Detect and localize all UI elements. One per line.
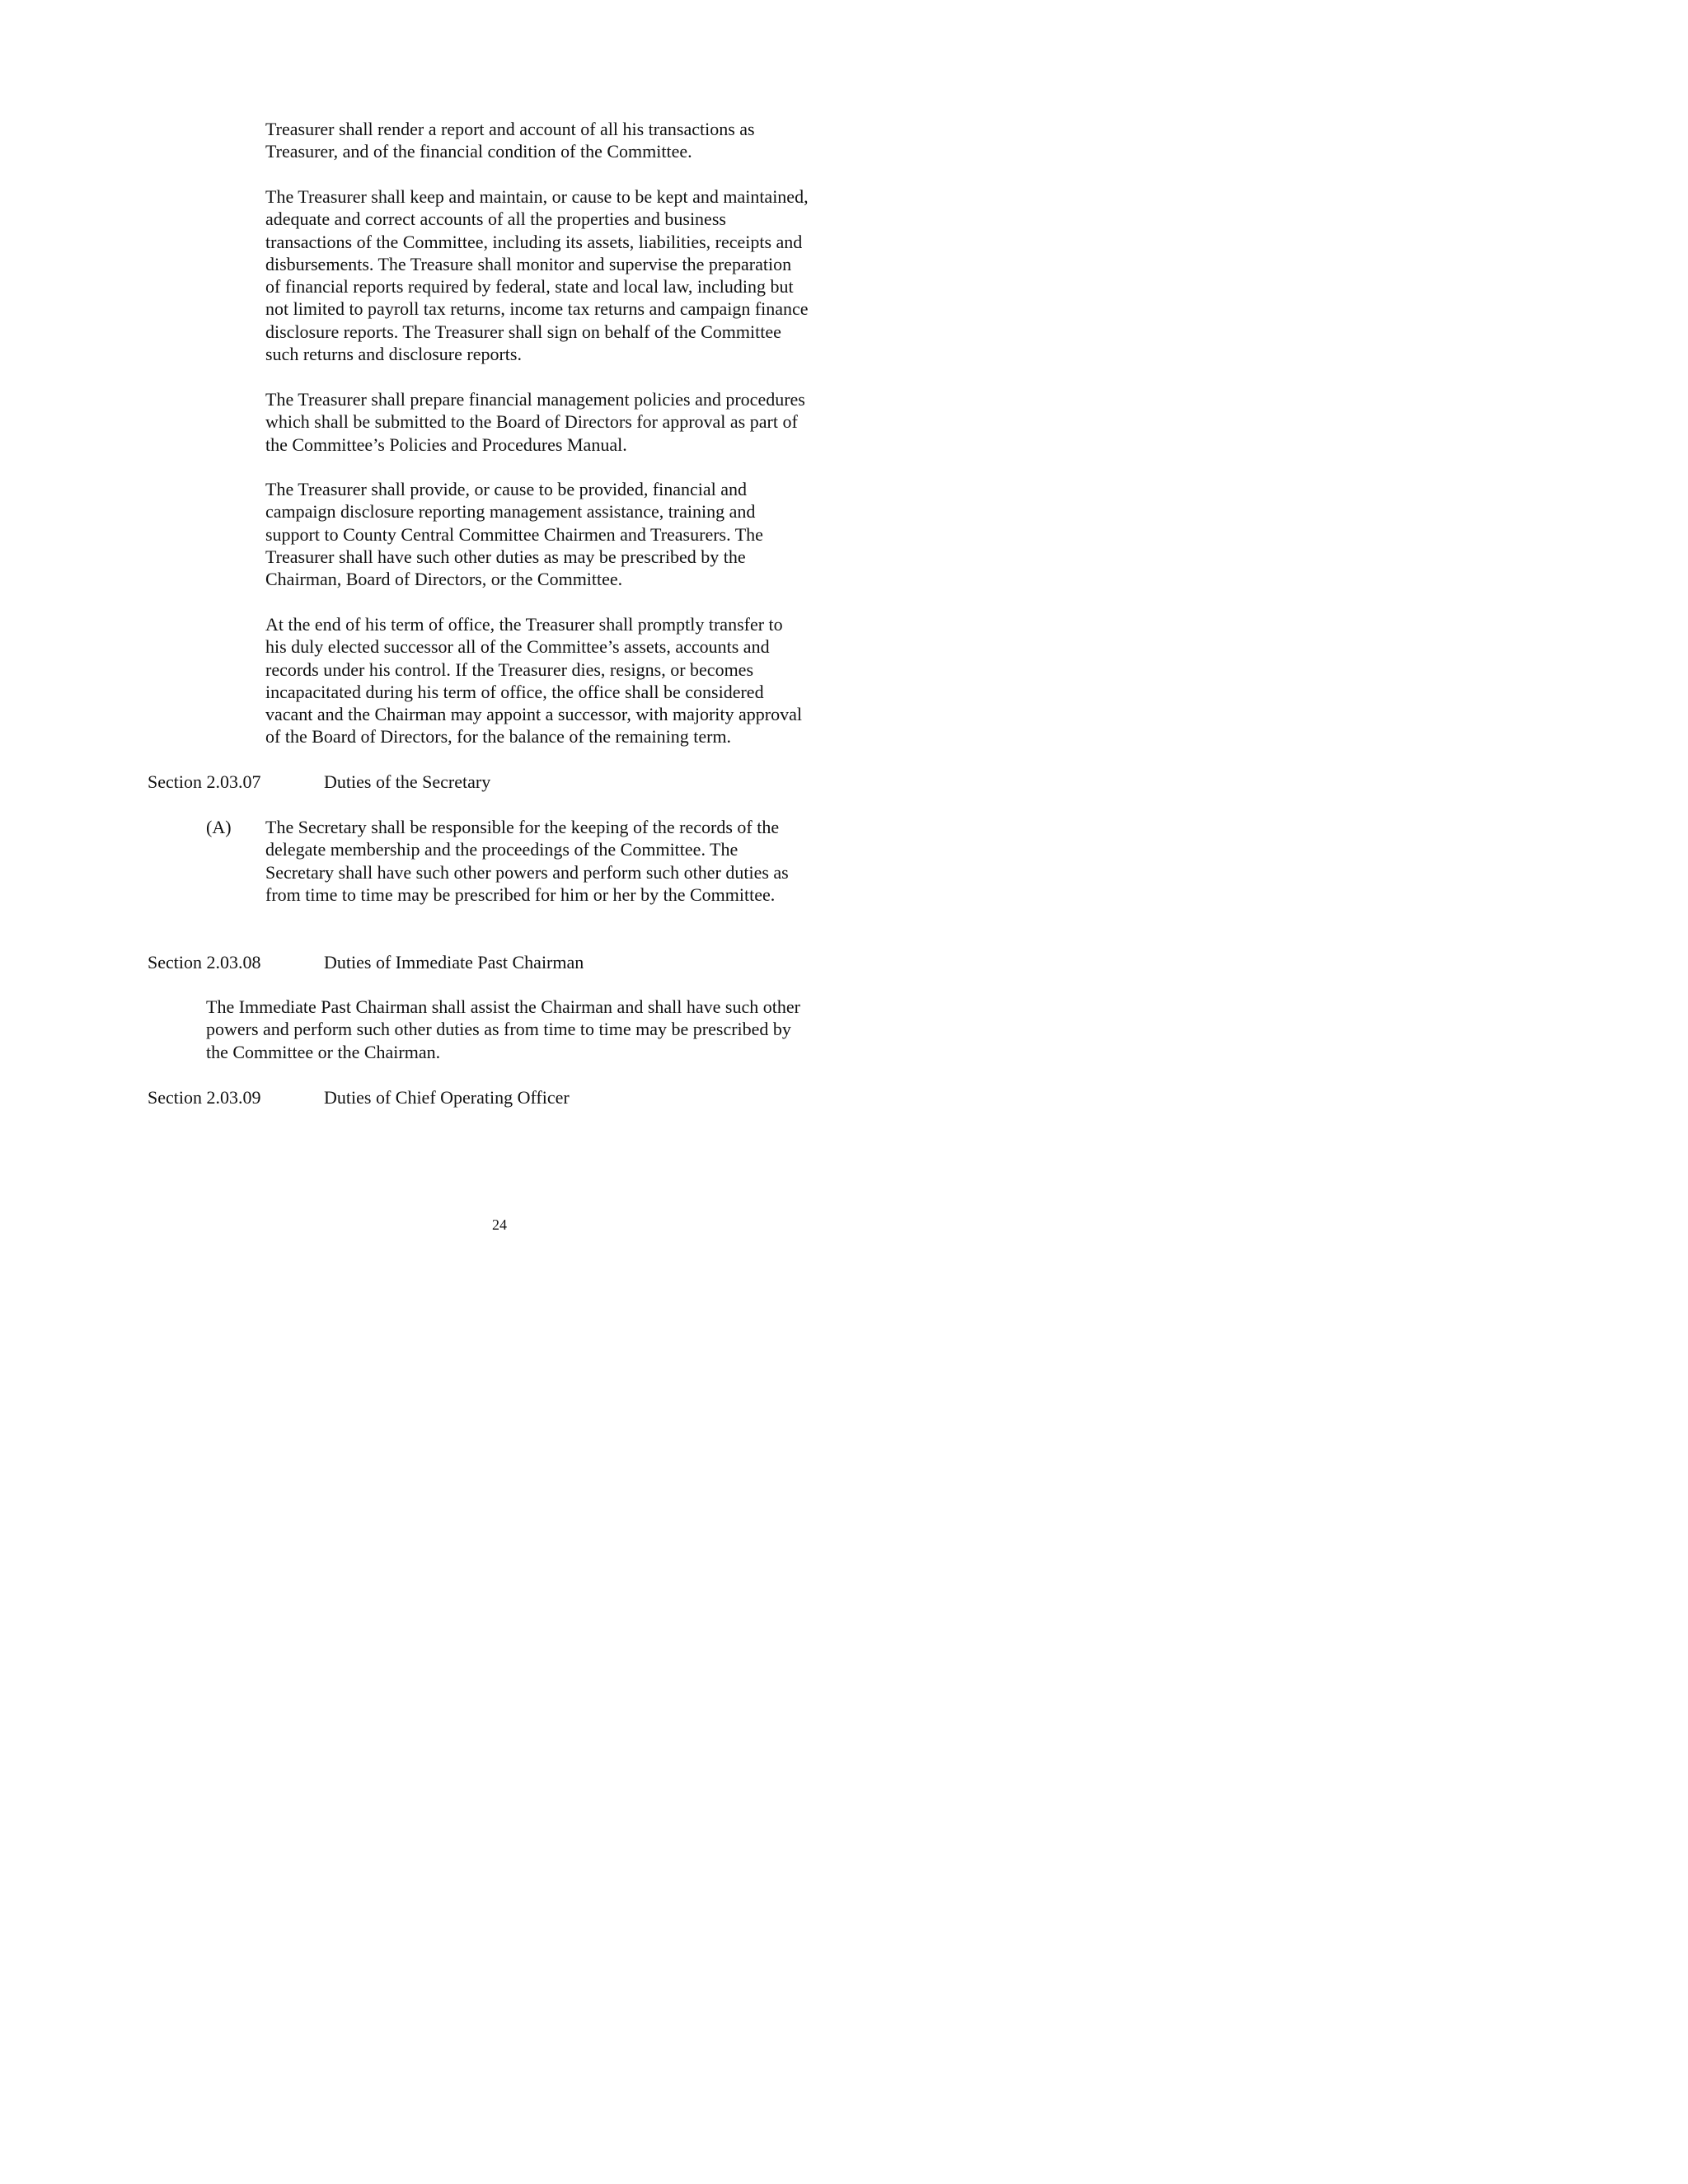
section-title: Duties of Chief Operating Officer [324, 1087, 570, 1108]
secretary-duties-paragraph: The Secretary shall be responsible for the keeping of the records of the delegate membership and the proceedings of the Committee. The Secretary shall have such other powers and perform such other duties as from time to time may be prescribed for him or her by the Committee. [265, 817, 789, 905]
page-number: 24 [492, 1216, 507, 1233]
item-label: (A) [206, 817, 232, 837]
section-number: Section 2.03.09 [148, 1087, 261, 1108]
section-number: Section 2.03.07 [148, 771, 261, 792]
section-number: Section 2.03.08 [148, 952, 261, 972]
treasurer-accounts-paragraph: The Treasurer shall keep and maintain, or cause to be kept and maintained, adequate and correct accounts of all the properties and business transactions of the Committee, including its assets, liabilities, receipts and disbursements. The Treasure shall monitor and supervise the preparation of financial reports required by federal, state and local law, including but not limited to payroll tax returns, income tax returns and campaign finance disclosure reports. The Treasurer shall sign on behalf of the Committee such returns and disclosure reports. [265, 186, 809, 365]
treasurer-report-paragraph: Treasurer shall render a report and account of all his transactions as Treasurer, and of the financial condition of the Committee. [265, 119, 755, 162]
past-chairman-duties-paragraph: The Immediate Past Chairman shall assist the Chairman and shall have such other powers and perform such other duties as from time to time may be prescribed by the Committee or the Chairman. [206, 996, 800, 1062]
treasurer-term-end-paragraph: At the end of his term of office, the Treasurer shall promptly transfer to his duly elected successor all of the Committee’s assets, accounts and records under his control. If the Treasurer dies, resigns, or becomes incapacitated during his term of office, the office shall be considered vacant and the Chairman may appoint a successor, with majority approval of the Board of Directors, for the balance of the remaining term. [265, 614, 802, 748]
section-title: Duties of Immediate Past Chairman [324, 952, 584, 972]
document-page [0, 0, 1009, 1305]
treasurer-policies-paragraph: The Treasurer shall prepare financial management policies and procedures which shall be submitted to the Board of Directors for approval as part of the Committee’s Policies and Procedures Manual. [265, 389, 805, 455]
treasurer-assistance-paragraph: The Treasurer shall provide, or cause to be provided, financial and campaign disclosure reporting management assistance, training and support to County Central Committee Chairmen and Treasurers. The Treasurer shall have such other duties as may be prescribed by the Chairman, Board of Directors, or the Committee. [265, 479, 763, 590]
section-title: Duties of the Secretary [324, 771, 491, 792]
